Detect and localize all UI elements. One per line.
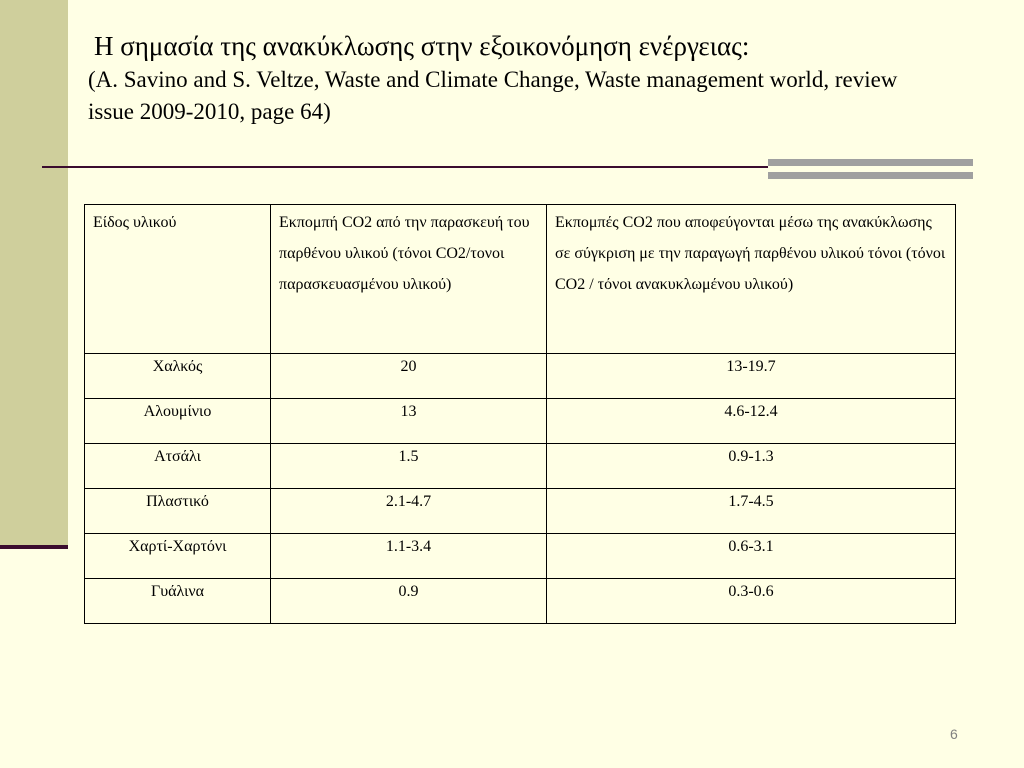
cell-avoided-emission: 1.7-4.5 <box>547 489 956 534</box>
cell-material: Χαλκός <box>85 354 271 399</box>
table-row <box>85 534 956 579</box>
left-decor-line <box>0 545 68 549</box>
table-row <box>85 579 956 624</box>
cell-virgin-emission: 13 <box>271 399 547 444</box>
cell-material: Αλουμίνιο <box>85 399 271 444</box>
title-block <box>88 28 948 128</box>
cell-avoided-emission: 13-19.7 <box>547 354 956 399</box>
cell-material: Ατσάλι <box>85 444 271 489</box>
header-avoided-emission: Εκπομπές CO2 που αποφεύγονται μέσω της ανακύκλωσης σε σύγκριση με την παραγωγή παρθένου υλικού τόνοι (τόνοι CO2 / τόνοι ανακυκλωμένου υλικού) <box>547 205 956 354</box>
table-row <box>85 489 956 534</box>
co2-emissions-table <box>84 204 956 624</box>
header-virgin-emission: Εκπομπή CO2 από την παρασκευή του παρθένου υλικού (τόνοι CO2/τονοι παρασκευασμένου υλικού) <box>271 205 547 354</box>
header-material: Είδος υλικού <box>85 205 271 354</box>
cell-avoided-emission: 0.6-3.1 <box>547 534 956 579</box>
cell-avoided-emission: 0.9-1.3 <box>547 444 956 489</box>
cell-material: Πλαστικό <box>85 489 271 534</box>
table-row <box>85 444 956 489</box>
title-rule <box>42 166 768 168</box>
table-header-row <box>85 205 956 354</box>
table-row <box>85 399 956 444</box>
cell-avoided-emission: 4.6-12.4 <box>547 399 956 444</box>
cell-virgin-emission: 0.9 <box>271 579 547 624</box>
cell-virgin-emission: 1.1-3.4 <box>271 534 547 579</box>
page-number: 6 <box>950 726 958 742</box>
cell-avoided-emission: 0.3-0.6 <box>547 579 956 624</box>
cell-material: Γυάλινα <box>85 579 271 624</box>
title-rule-bar-bottom <box>768 172 973 179</box>
cell-virgin-emission: 2.1-4.7 <box>271 489 547 534</box>
table-row <box>85 354 956 399</box>
slide-citation: (A. Savino and S. Veltze, Waste and Climate Change, Waste management world, review issue 2009-2010, page 64) <box>88 67 898 124</box>
slide-title: Η σημασία της ανακύκλωσης στην εξοικονόμηση ενέργειας: <box>94 31 750 61</box>
left-decor-band <box>0 0 68 545</box>
cell-virgin-emission: 20 <box>271 354 547 399</box>
cell-virgin-emission: 1.5 <box>271 444 547 489</box>
cell-material: Χαρτί-Χαρτόνι <box>85 534 271 579</box>
title-rule-bar-top <box>768 159 973 166</box>
